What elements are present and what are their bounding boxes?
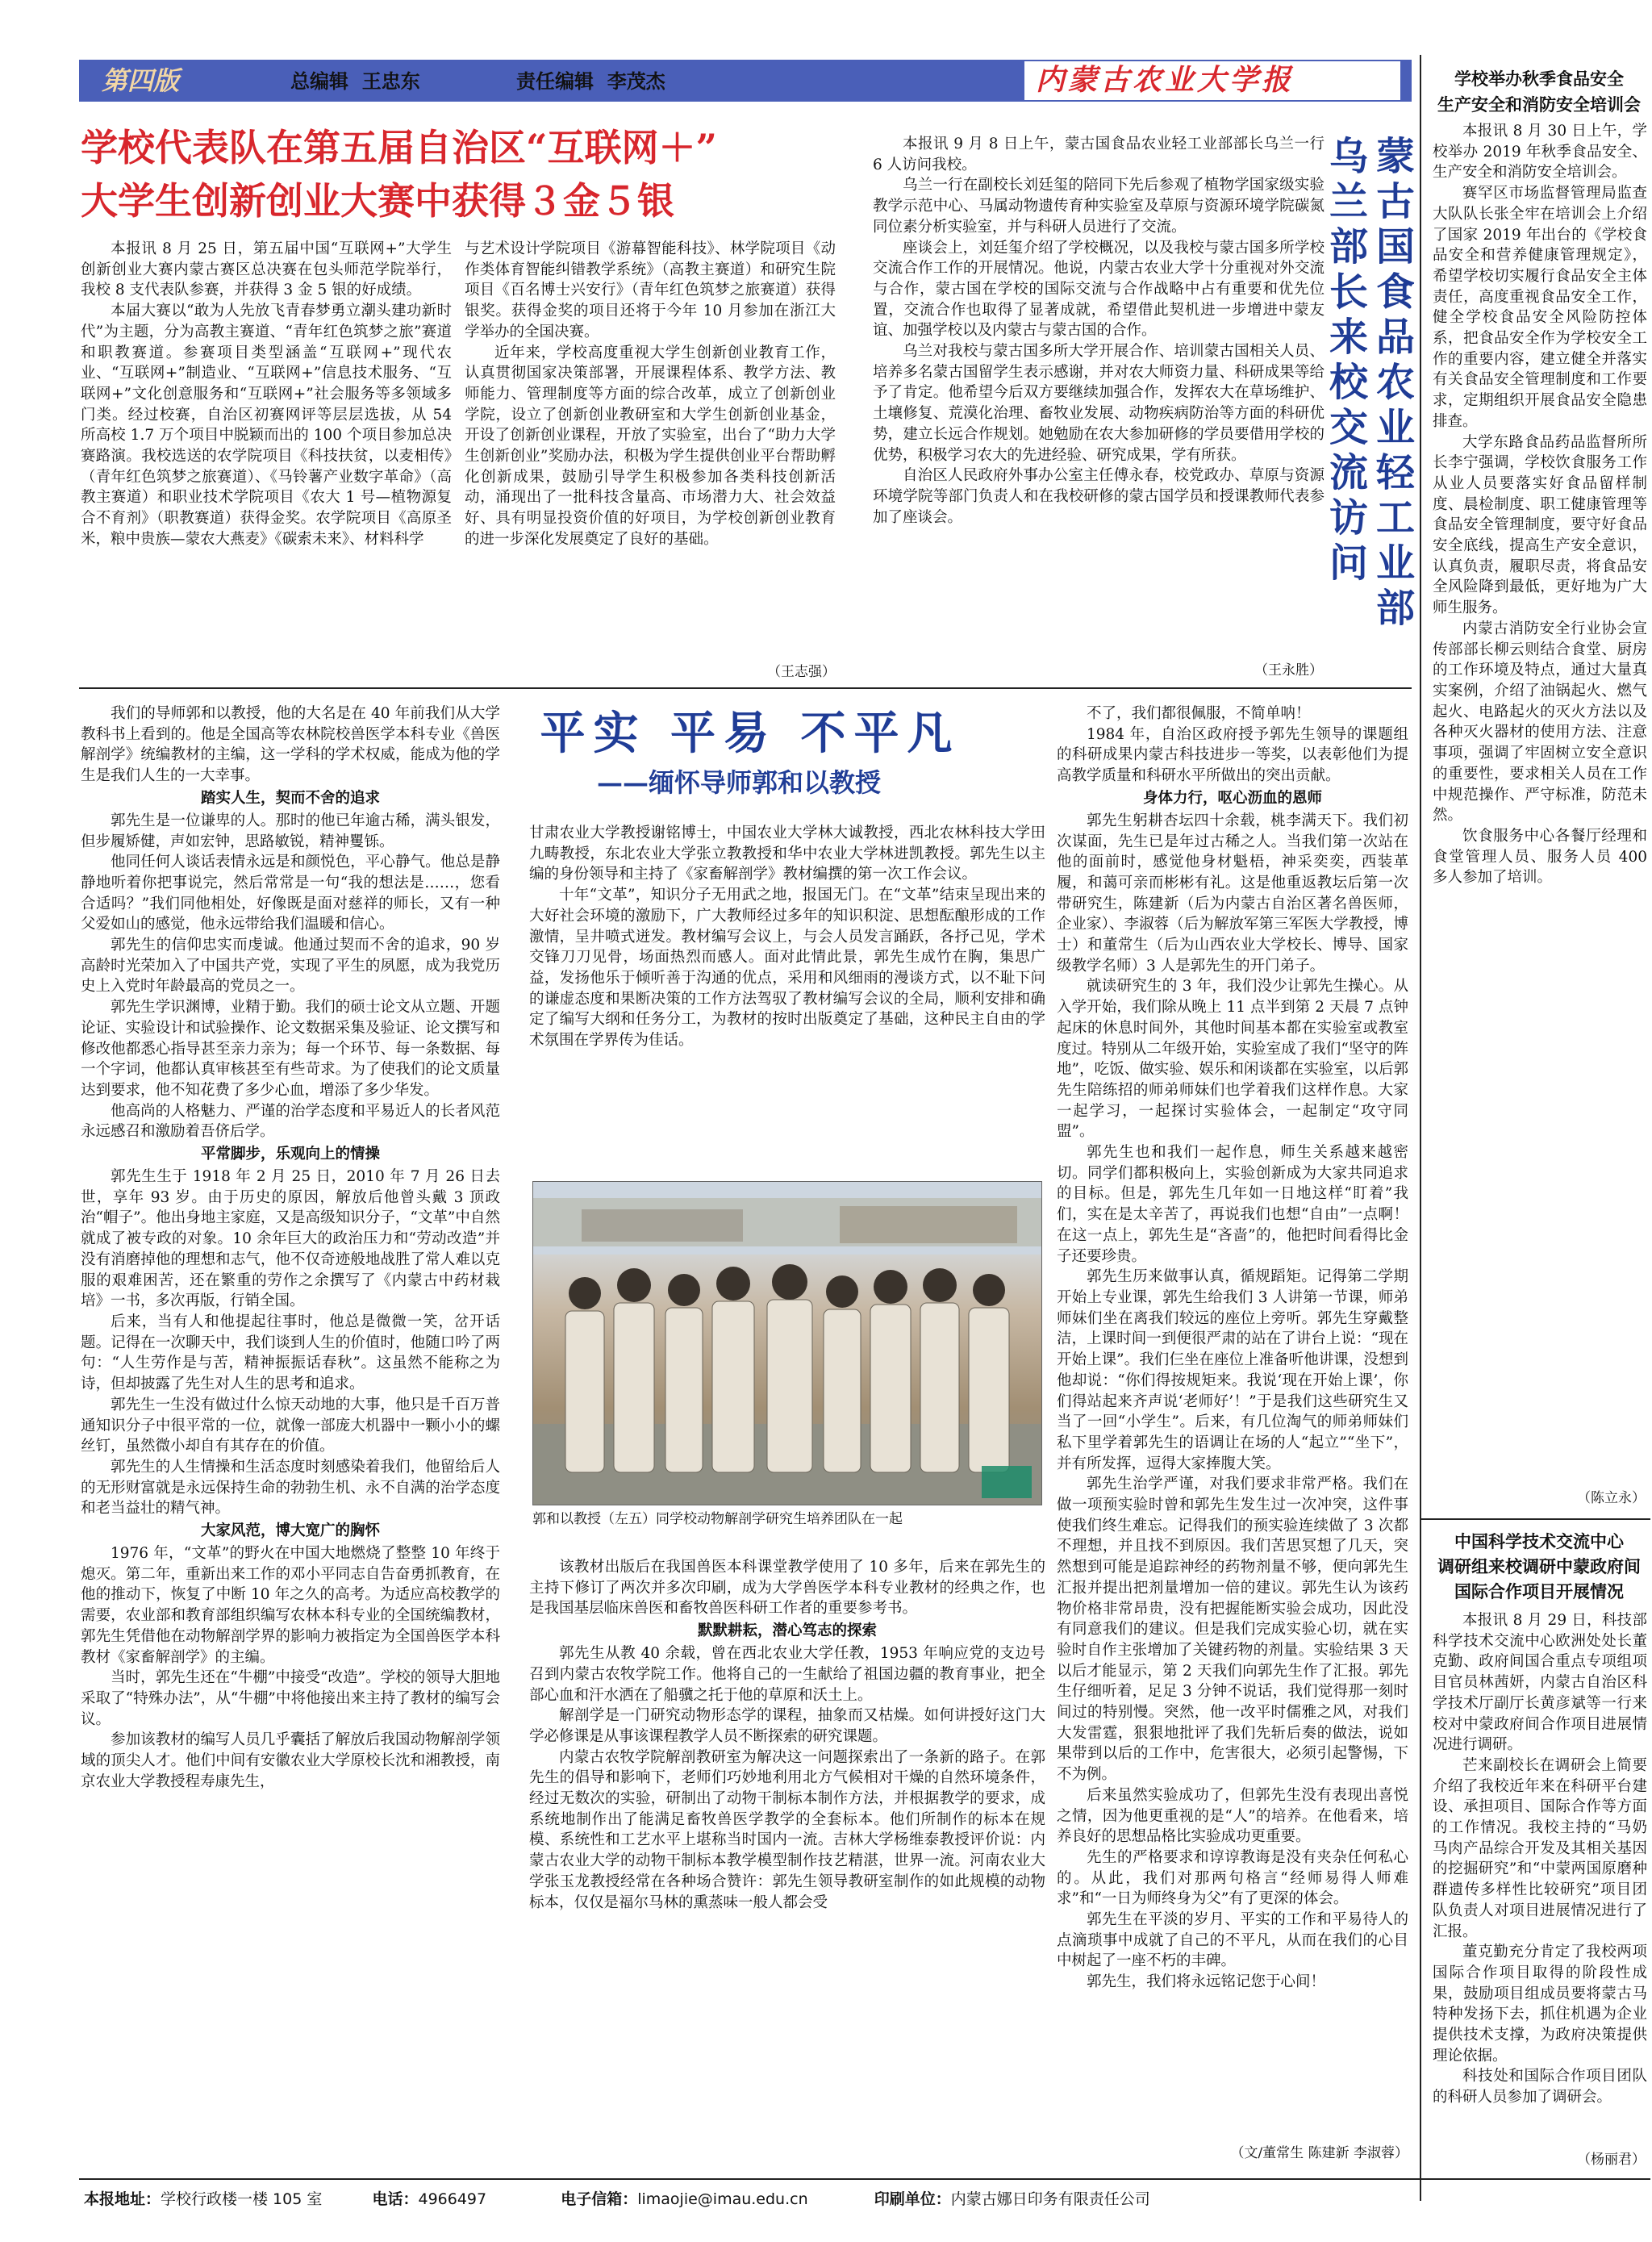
footer-email-link[interactable]: limaojie@imau.edu.cn	[637, 2190, 808, 2208]
paragraph: 郭先生躬耕杏坛四十余载，桃李满天下。我们初次谋面，先生已是年过古稀之人。当我们第一次站在他的面前时，感觉他身材魁梧，神采奕奕，西装革履，和蔼可亲而彬彬有礼。这是他重返教坛后第一次带研究生，陈建新（后为内蒙古自治区著名兽医师，企业家）、李淑蓉（后为解放军第三军医大学教授，博士）和董常生（后为山西农业大学校长、博导、国家级教学名师）3 人是郭先生的开门弟子。	[1057, 812, 1408, 975]
paragraph: 解剖学是一门研究动物形态学的课程，抽象而又枯燥。如何讲授好这门大学必修课是从事该课程教学人员不断探索的研究课题。	[529, 1707, 1045, 1745]
responsible-editor: 责任编辑 李茂杰	[516, 70, 665, 93]
paragraph: 郭先生，我们将永远铭记您于心间！	[1087, 1973, 1326, 1991]
paragraph: 自治区人民政府外事办公室主任傅永春，校党政办、草原与资源环境学院等部门负责人和在我校研修的蒙古国学员和授课教师代表参加了座谈会。	[873, 467, 1325, 526]
footer-phone: 4966497	[418, 2190, 487, 2208]
paragraph: 郭先生从教 40 余载，曾在西北农业大学任教，1953 年响应党的支边号召到内蒙古农牧学院工作。他将自己的一生献给了祖国边疆的教育事业，把全部心血和汗水洒在了船骥之托于他的草原和沃土上。	[529, 1645, 1045, 1704]
paragraph: 1984 年，自治区政府授予郭先生领导的课题组的科研成果内蒙古科技进步一等奖，以表彰他们为提高教学质量和科研水平所做出的突出贡献。	[1057, 725, 1408, 785]
paragraph: 十年“文革”，知识分子无用武之地，报国无门。在“文革”结束呈现出来的大好社会环境的激励下，广大教师经过多年的知识积淀、思想酝酿形成的工作激情，呈井喷式迸发。教材编写会议上，与会人员发言踊跃，各抒己见，学术交锋刀刀见骨，场面热烈而感人。面对此情此景，郭先生成竹在胸，集思广益，发扬他乐于倾听善于沟通的优点，采用和风细雨的漫谈方式，以不耻下问的谦虚态度和果断决策的工作方法驾驭了教材编写会议的全局，顺利安排和确定了编写大纲和任务分工，为教材的按时出版奠定了基础，这种民主自由的学术氛围在学界传为佳话。	[529, 887, 1045, 1050]
paragraph: 乌兰对我校与蒙古国多所大学开展合作、培训蒙古国相关人员、培养多名蒙古国留学生表示感谢，并对农大师资力量、科研成果等给予了肯定。他希望今后双方要继续加强合作，发挥农大在草场维护、土壤修复、荒漠化治理、畜牧业发展、动物疾病防治等方面的科研优势，建立长远合作规划。她勉励在农大参加研修的学员要借用学校的优势，积极学习农大的先进经验、研究成果，学有所获。	[873, 343, 1325, 464]
lead-headline-line1: 学校代表队在第五届自治区“互联网＋”	[81, 126, 717, 169]
paragraph: 内蒙古农牧学院解剖教研室为解决这一问题探索出了一条新的路子。在郭先生的倡导和影响下，老师们巧妙地利用北方气候相对干燥的自然环境条件，经过无数次的实验，研制出了动物干制标本制作方法，并根据教学的要求，成系统地制作出了能满足畜牧兽医学教学的全套标本。他们所制作的标本在规模、系统性和工艺水平上堪称当时国内一流。吉林大学杨维泰教授评价说：内蒙古农业大学的动物干制标本教学模型制作技艺精湛，世界一流。河南农业大学张玉龙教授经常在各种场合赞许：郭先生领导教研室制作的如此规模的动物标本，仅仅是福尔马林的熏蒸味一般人都会受	[529, 1748, 1045, 1911]
paragraph: 郭先生一生没有做过什么惊天动地的大事，他只是千百万普通知识分子中很平常的一位，就像一部庞大机器中一颗小小的螺丝钉，虽然微小却自有其存在的价值。	[81, 1396, 500, 1455]
section-subheading: 踏实人生，契而不舍的追求	[200, 789, 380, 807]
sidebar-article-2-body	[1433, 1610, 1647, 2167]
chief-editor: 总编辑 王忠东	[290, 70, 420, 93]
section-subheading: 默默耕耘，潜心笃志的探索	[697, 1622, 877, 1640]
sidebar-article-1-title-line2: 生产安全和消防安全培训会	[1437, 95, 1641, 115]
paragraph: 郭先生学识渊博，业精于勤。我们的硕士论文从立题、开题论证、实验设计和试验操作、论文数据采集及验证、论文撰写和修改他都悉心指导甚至亲力亲为；每一个环节、每一条数据、每一个字词，他都认真审核甚至有些苛求。为了使我们的论文质量达到要求，他不知花费了多少心血，增添了多少华发。	[81, 999, 500, 1099]
sidebar-article-2-title-line1: 中国科学技术交流中心	[1454, 1532, 1624, 1551]
paragraph: 参加该教材的编写人员几乎囊括了解放后我国动物解剖学领域的顶尖人才。他们中间有安徽农业大学原校长沈和湘教授，南京农业大学教授程寿康先生，	[81, 1731, 500, 1790]
feature-subtitle: ——缅怀导师郭和以教授	[597, 767, 882, 798]
lead-article-signature: （王志强）	[767, 664, 836, 680]
paragraph: 大学东路食品药品监督所所长李宁强调，学校饮食服务工作从业人员要落实好食品留样制度、晨检制度、职工健康管理等食品安全管理制度，要守好食品安全底线，提高生产安全意识，认真负责，履职尽责，将食品安全风险降到最低，更好地为广大师生服务。	[1433, 433, 1647, 617]
paragraph: 本届大赛以“敢为人先放飞青春梦勇立潮头建功新时代”为主题，分为高教主赛道、“青年红色筑梦之旅”赛道和职教赛道。参赛项目类型涵盖“互联网+”现代农业、“互联网+”制造业、“互联网+”信息技术服务、“互联网+”文化创意服务和“互联网+”社会服务等多领域多门类。经过校赛，自治区初赛网评等层层选拔，从 54 所高校 1.7 万个项目中脱颖而出的 100 个项目参加总决赛路演。我校选送的农学院项目《科技扶贫，以麦相传》（青年红色筑梦之旅赛道）、《马铃薯产业数字革命》（高教主赛道）和职业技术学院项目《农大 1 号—植物源复合不育剂》（职教赛道）获得金奖。农学院项目《高原圣米，粮中贵族—蒙农大燕麦》《碳索未来》、材料科学	[81, 303, 452, 548]
footer-phone-label: 电话：	[372, 2190, 419, 2208]
photo-caption: 郭和以教授（左五）同学校动物解剖学研究生培养团队在一起	[532, 1511, 903, 1527]
paper-name: 内蒙古农业大学报	[1036, 64, 1295, 97]
sidebar-article-1-title	[1429, 66, 1649, 118]
footer-email-label: 电子信箱：	[561, 2190, 638, 2208]
paragraph: 董克勤充分肯定了我校两项国际合作项目取得的阶段性成果，鼓励项目组成员要将蒙古马特种发扬下去，抓住机遇为企业提供技术支撑，为政府决策提供理论依据。	[1433, 1943, 1647, 2065]
section-subheading: 平常脚步，乐观向上的情操	[200, 1146, 380, 1163]
visit-article-body	[873, 134, 1325, 668]
paragraph: 本报讯 8 月 29 日，科技部科学技术交流中心欧洲处处长董克勤、政府间国合重点专项组项目官员林茜妍，内蒙古自治区科学技术厅副厅长黄彦斌等一行来校对中蒙政府间合作项目进展情况进行调研。	[1433, 1612, 1647, 1754]
paragraph: 郭先生的人生情操和生活态度时刻感染着我们，他留给后人的无形财富就是永远保持生命的勃勃生机、永不自满的治学态度和老当益壮的精气神。	[81, 1458, 500, 1518]
visit-article-signature: （王永胜）	[1254, 662, 1323, 678]
sidebar-article-1-title-line1: 学校举办秋季食品安全	[1454, 69, 1624, 89]
sidebar-article-1-body	[1433, 121, 1647, 1509]
paragraph: 郭先生治学严谨，对我们要求非常严格。我们在做一项预实验时曾和郭先生发生过一次冲突，这件事使我们终生难忘。记得我们的预实验连续做了 3 次都不理想，并且找不到原因。我们苦思冥想了几天，突然想到可能是追踪神经的药物剂量不够，便向郭先生汇报并提出把剂量增加一倍的建议。郭先生认为该药物价格非常昂贵，没有把握能断实验会成功，因此没有同意我们的建议。但是我们完成实验心切，就在实验时自作主张增加了关键药物的剂量。实验结果 3 天以后才能显示，第 2 天我们向郭先生作了汇报。郭先生仔细听着，足足 3 分钟不说话，我们觉得那一刻时间过的特别慢。突然，他一改平时儒雅之风，对我们大发雷霆，狠狠地批评了我们先斩后奏的做法，说如果带到以后的工作中，危害很大，必须引起警惕，下不为例。	[1057, 1476, 1408, 1784]
footer	[84, 2183, 1415, 2215]
paragraph: 乌兰一行在副校长刘廷玺的陪同下先后参观了植物学国家级实验教学示范中心、马属动物遗传育种实验室及草原与资源环境学院碳氮同位素分析实验室，并与科研人员进行了交流。	[873, 177, 1325, 236]
feature-column-2-bottom	[529, 1557, 1045, 2170]
paragraph: 郭先生在平淡的岁月、平实的工作和平易待人的点滴琐事中成就了自己的不平凡，从而在我们的心目中树起了一座不朽的丰碑。	[1057, 1911, 1408, 1970]
paragraph: 郭先生的信仰忠实而虔诚。他通过契而不舍的追求，90 岁高龄时光荣加入了中国共产党，实现了平生的夙愿，成为我党历史上入党时年龄最高的党员之一。	[81, 937, 500, 996]
paragraph: 郭先生也和我们一起作息，师生关系越来越密切。同学们都积极向上，实验创新成为大家共同追求的目标。但是，郭先生几年如一日地这样“盯着”我们，实在是太辛苦了，再说我们也想“自由”一点啊！在这一点上，郭先生是“吝啬”的，他把时间看得比金子还要珍贵。	[1057, 1144, 1408, 1265]
paragraph: 饮食服务中心各餐厅经理和食堂管理人员、服务人员 400 多人参加了培训。	[1433, 827, 1647, 887]
paragraph: 我们的导师郭和以教授，他的大名是在 40 年前我们从大学教科书上看到的。他是全国高等农林院校兽医学本科专业《兽医解剖学》统编教材的主编，这一学科的学术权威，能成为他的学生是我们人生的一大幸事。	[81, 705, 500, 785]
sidebar-article-2-title-line2: 调研组来校调研中蒙政府间	[1437, 1557, 1641, 1576]
paragraph: 他同任何人谈话表情永远是和颜悦色，平心静气。他总是静静地听着你把事说完，然后常常是一句“我的想法是……，您看合适吗？”我们同他相处，好像既是面对慈祥的师长，又有一种父爱如山的感觉，他永远带给我们温暖和信心。	[81, 854, 500, 933]
paragraph: 科技处和国际合作项目团队的科研人员参加了调研会。	[1433, 2068, 1647, 2106]
paragraph: 赛罕区市场监督管理局监查大队队长张全牢在培训会上介绍了国家 2019 年出台的《学校食品安全和营养健康管理规定》，希望学校切实履行食品安全主体责任，高度重视食品安全工作，健全学校食品安全风险防控体系，把食品安全作为学校安全工作的重要内容，建立健全并落实有关食品安全管理制度和工作要求，定期组织开展食品安全隐患排查。	[1433, 185, 1647, 430]
footer-address: 学校行政楼一楼 105 室	[161, 2190, 323, 2208]
feature-title: 平实 平易 不平凡	[540, 707, 961, 760]
paragraph: 座谈会上，刘廷玺介绍了学校概况，以及我校与蒙古国多所学校交流合作工作的开展情况。他说，内蒙古农业大学十分重视对外交流与合作，蒙古国在学校的国际交流与合作战略中占有重要和优先位置，交流合作也取得了显著成就，希望借此契机进一步增进中蒙友谊、加强学校以及内蒙古与蒙古国的合作。	[873, 239, 1325, 340]
sidebar-article-1-signature: （陈立永）	[1577, 1490, 1646, 1506]
lead-headline	[81, 121, 855, 228]
paragraph: 他高尚的人格魅力、严谨的治学态度和平易近人的长者风范永远感召和激励着吾侪后学。	[81, 1102, 500, 1141]
sidebar-divider	[1420, 55, 1421, 2201]
paragraph: 该教材出版后在我国兽医本科课堂教学使用了 10 多年，后来在郭先生的主持下修订了两次并多次印刷，成为大学兽医学本科专业教材的经典之作，也是我国基层临床兽医和畜牧兽医科研工作者的重要参考书。	[529, 1559, 1045, 1618]
sidebar-article-2-title-line3: 国际合作项目开展情况	[1454, 1582, 1624, 1601]
section-divider	[79, 687, 1412, 689]
footer-printer-label: 印刷单位：	[874, 2190, 951, 2208]
group-photo	[532, 1181, 1042, 1505]
paragraph: 郭先生生于 1918 年 2 月 25 日，2010 年 7 月 26 日去世，享年 93 岁。由于历史的原因，解放后他曾头戴 3 顶政治“帽子”。他出身地主家庭，又是高级知识分子，“文革”中自然就成了被专政的对象。10 余年巨大的政治压力和“劳动改造”并没有消磨掉他的理想和志气，他不仅奇迹般地战胜了常人难以克服的艰难困苦，还在繁重的劳作之余撰写了《内蒙古中药材栽培》一书，多次再版，行销全国。	[81, 1168, 500, 1310]
paragraph: 本报讯 8 月 30 日上午，学校举办 2019 年秋季食品安全、生产安全和消防安全培训会。	[1433, 123, 1647, 182]
paragraph: 郭先生是一位谦卑的人。那时的他已年逾古稀，满头银发，但步履矫健，声如宏钟，思路敏锐，精神矍铄。	[81, 812, 500, 850]
paragraph: 内蒙古消防安全行业协会宣传部部长柳云则结合食堂、厨房的工作环境及特点，通过大量真实案例，介绍了油锅起火、燃气起火、电路起火的灭火方法以及各种灭火器材的使用方法、注意事项，强调了牢固树立安全意识的重要性，要求相关人员在工作中规范操作、严守标准，防范未然。	[1433, 620, 1647, 825]
paragraph: 与艺术设计学院项目《游幕智能科技》、林学院项目《动作类体育智能纠错教学系统》（高教主赛道）和研究生院项目《百名博士兴安行》（青年红色筑梦之旅赛道）获得银奖。获得金奖的项目还将于今年 10 月参加在浙江大学举办的全国决赛。	[465, 240, 836, 340]
paragraph: 当时，郭先生还在“牛棚”中接受“改造”。学校的领导大胆地采取了“特殊办法”，从“牛棚”中将他接出来主持了教材的编写会议。	[81, 1669, 500, 1728]
feature-column-1	[81, 703, 500, 2180]
page-label: 第四版	[102, 65, 180, 96]
footer-rule	[79, 2178, 1650, 2180]
visit-headline-line2: 乌兰部长来校交流访问	[1329, 134, 1369, 586]
paragraph: 先生的严格要求和谆谆教诲是没有夹杂任何私心的。从此，我们对那两句格言“经师易得人师难求”和“一日为师终身为父”有了更深的体会。	[1057, 1848, 1408, 1908]
lead-article-column-1	[81, 239, 452, 681]
lead-headline-line2: 大学生创新创业大赛中获得３金５银	[81, 179, 674, 223]
paragraph: 近年来，学校高度重视大学生创新创业教育工作，认真贯彻国家决策部署，开展课程体系、教学方法、教师能力、管理制度等方面的综合改革，成立了创新创业学院，设立了创新创业教研室和大学生创新创业基金，开设了创新创业课程，开放了实验室，出台了“助力大学生创新创业”奖励办法，积极为学生提供创业平台帮助孵化创新成果，鼓励引导学生积极参加各类科技创新活动，涌现出了一批科技含量高、市场潜力大、社会效益好、具有明显投资价值的好项目，为学校创新创业教育的进一步深化发展奠定了良好的基础。	[465, 344, 836, 548]
paragraph: 后来，当有人和他提起往事时，他总是微微一笑，岔开话题。记得在一次聊天中，我们谈到人生的价值时，他随口吟了两句：“人生劳作是与苦，精神振振话春秋”。这虽然不能称之为诗，但却披露了先生对人生的思考和追求。	[81, 1313, 500, 1393]
sidebar-article-2-title	[1429, 1530, 1649, 1605]
sidebar-article-2-signature: （杨丽君）	[1577, 2152, 1646, 2168]
paragraph: 郭先生历来做事认真，循规蹈矩。记得第二学期开始上专业课，郭先生给我们 3 人讲第一节课，师弟师妹们坐在离我们较远的座位上旁听。郭先生穿戴整洁，上课时间一到便很严肃的站在了讲台上说：“现在开始上课”。我们仨坐在座位上准备听他讲课，没想到他却说：“你们得按规矩来。我说‘现在开始上课’，你们得站起来齐声说‘老师好’！”于是我们这些研究生又当了一回“小学生”。后来，有几位淘气的师弟师妹们私下里学着郭先生的语调让在场的人“起立”“坐下”，并有所发挥，逗得大家捧腹大笑。	[1057, 1268, 1408, 1472]
paragraph: 就读研究生的 3 年，我们没少让郭先生操心。从入学开始，我们除从晚上 11 点半到第 2 天晨 7 点钟起床的休息时间外，其他时间基本都在实验室或教室度过。特别从二年级开始，实验室成了我们“坚守的阵地”，吃饭、做实验、娱乐和闲谈都在实验室，以后郭先生陪练招的师弟师妹们也学着我们这样作息。大家一起学习，一起探讨实验体会，一起制定“攻守同盟”。	[1057, 978, 1408, 1141]
paragraph: 本报讯 8 月 25 日，第五届中国“互联网+”大学生创新创业大赛内蒙古赛区总决赛在包头师范学院举行，我校 8 支代表队参赛，并获得 3 金 5 银的好成绩。	[81, 240, 452, 299]
feature-column-3	[1057, 703, 1408, 2162]
paragraph: 后来虽然实验成功了，但郭先生没有表现出喜悦之情，因为他更重视的是“人”的培养。在他看来，培养良好的思想品格比实验成功更重要。	[1057, 1786, 1408, 1846]
lead-article-column-2	[465, 239, 836, 681]
feature-signature: （文/董常生 陈建新 李淑蓉）	[1230, 2145, 1408, 2161]
section-subheading: 身体力行，呕心沥血的恩师	[1142, 789, 1322, 807]
visit-headline-line1: 蒙古国食品农业轻工业部	[1376, 134, 1416, 631]
section-subheading: 大家风范，博大宽广的胸怀	[200, 1522, 380, 1540]
footer-printer: 内蒙古娜日印务有限责任公司	[950, 2190, 1150, 2208]
feature-column-2-top	[529, 823, 1045, 1178]
footer-address-label: 本报地址：	[84, 2190, 161, 2208]
paragraph: 甘肃农业大学教授谢铭博士，中国农业大学林大诚教授，西北农林科技大学田九畴教授，东北农业大学张立教教授和华中农业大学林进凯教授。郭先生以主编的身份领导和主持了《家畜解剖学》教材编撰的第一次工作会议。	[529, 825, 1045, 883]
paragraph: 1976 年，“文革”的野火在中国大地燃烧了整整 10 年终于熄灭。第二年，重新出来工作的邓小平同志自告奋勇抓教育，在他的推动下，恢复了中断 10 年之久的高考。为适应高校教学的需要，农业部和教育部组织编写农林本科专业的全国统编教材，郭先生凭借他在动物解剖学界的影响力被指定为全国兽医学本科教材《家畜解剖学》的主编。	[81, 1545, 500, 1666]
sidebar-section-divider	[1421, 1518, 1650, 1520]
paragraph: 不了，我们都很佩服，不简单呐！	[1087, 705, 1311, 722]
visit-headline	[1329, 134, 1423, 666]
group-photo-illustration	[533, 1182, 1041, 1505]
paragraph: 本报讯 9 月 8 日上午，蒙古国食品农业轻工业部部长乌兰一行 6 人访问我校。	[873, 136, 1325, 173]
paragraph: 芒来副校长在调研会上简要介绍了我校近年来在科研平台建设、承担项目、国际合作等方面的工作情况。我校主持的“马奶马肉产品综合开发及其相关基因的挖掘研究”和“中蒙两国原磨种群遗传多样性比较研究”项目团队负责人对项目进展情况进行了汇报。	[1433, 1756, 1647, 1940]
